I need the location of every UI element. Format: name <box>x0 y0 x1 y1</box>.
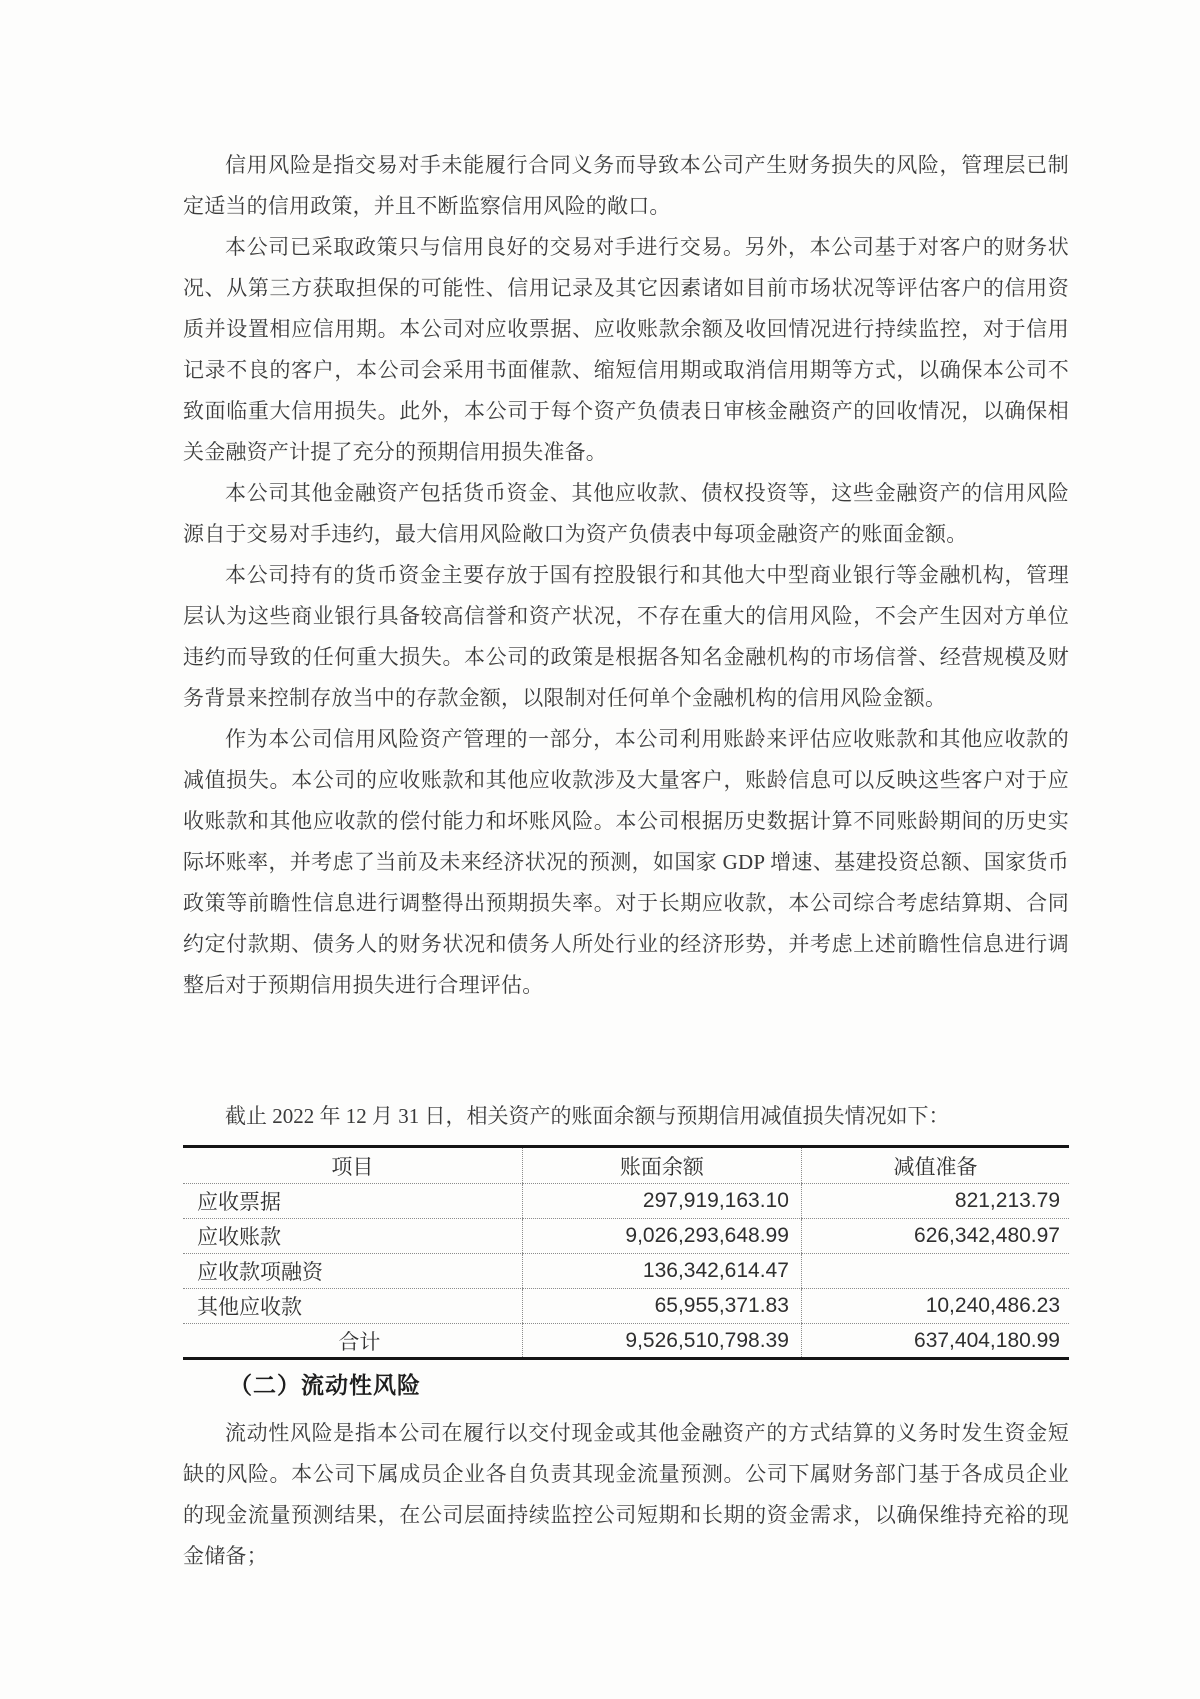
row-balance-value: 9,026,293,648.99 <box>522 1219 801 1254</box>
table-row-accounts-receivable <box>183 1219 1069 1254</box>
table-total-row <box>183 1324 1069 1359</box>
paragraph-bank-deposits: 本公司持有的货币资金主要存放于国有控股银行和其他大中型商业银行等金融机构，管理层认为这些商业银行具备较高信誉和资产状况，不存在重大的信用风险，不会产生因对方单位违约而导致的任何重大损失。本公司的政策是根据各知名金融机构的市场信誉、经营规模及财务背景来控制存放当中的存款金额，以限制对任何单个金融机构的信用风险金额。 <box>183 563 1069 710</box>
paragraph-liquidity-risk: 流动性风险是指本公司在履行以交付现金或其他金融资产的方式结算的义务时发生资金短缺的风险。本公司下属成员企业各自负责其现金流量预测。公司下属财务部门基于各成员企业的现金流量预测结果，在公司层面持续监控公司短期和长期的资金需求，以确保维持充裕的现金储备； <box>183 1421 1069 1568</box>
row-item-label: 应收账款 <box>183 1219 522 1254</box>
row-item-label: 应收票据 <box>183 1184 522 1219</box>
row-balance-value: 136,342,614.47 <box>522 1254 801 1289</box>
row-balance-value: 65,955,371.83 <box>522 1289 801 1324</box>
total-balance-value: 9,526,510,798.39 <box>522 1324 801 1359</box>
row-impairment-value: 10,240,486.23 <box>801 1289 1069 1324</box>
row-balance-value: 297,919,163.10 <box>522 1184 801 1219</box>
row-impairment-value: 626,342,480.97 <box>801 1219 1069 1254</box>
row-item-label: 其他应收款 <box>183 1289 522 1324</box>
total-impairment-value: 637,404,180.99 <box>801 1324 1069 1359</box>
paragraph-credit-risk-definition: 信用风险是指交易对手未能履行合同义务而导致本公司产生财务损失的风险，管理层已制定适当的信用政策，并且不断监察信用风险的敞口。 <box>183 153 1069 218</box>
table-row-notes-receivable <box>183 1184 1069 1219</box>
table-row-other-receivables <box>183 1289 1069 1324</box>
total-label: 合计 <box>338 1329 381 1354</box>
page-content <box>183 0 1069 1577</box>
header-item: 项目 <box>183 1147 522 1184</box>
header-book-balance: 账面余额 <box>522 1147 801 1184</box>
paragraph-credit-policy: 本公司已采取政策只与信用良好的交易对手进行交易。另外，本公司基于对客户的财务状况、从第三方获取担保的可能性、信用记录及其它因素诸如目前市场状况等评估客户的信用资质并设置相应信用期。本公司对应收票据、应收账款余额及收回情况进行持续监控，对于信用记录不良的客户，本公司会采用书面催款、缩短信用期或取消信用期等方式，以确保本公司不致面临重大信用损失。此外，本公司于每个资产负债表日审核金融资产的回收情况，以确保相关金融资产计提了充分的预期信用损失准备。 <box>183 235 1069 464</box>
row-item-label: 应收款项融资 <box>183 1254 522 1289</box>
table-row-receivables-financing <box>183 1254 1069 1289</box>
table-intro-line: 截止 2022 年 12 月 31 日，相关资产的账面余额与预期信用减值损失情况如下： <box>225 1104 950 1128</box>
section-heading-liquidity-risk: （二）流动性风险 <box>229 1372 421 1398</box>
row-impairment-value <box>801 1254 1069 1289</box>
paragraph-aging-analysis: 作为本公司信用风险资产管理的一部分，本公司利用账龄来评估应收账款和其他应收款的减值损失。本公司的应收账款和其他应收款涉及大量客户，账龄信息可以反映这些客户对于应收账款和其他应收款的偿付能力和坏账风险。本公司根据历史数据计算不同账龄期间的历史实际坏账率，并考虑了当前及未来经济状况的预测，如国家 GDP 增速、基建投资总额、国家货币政策等前瞻性信息进行调整得出预期损失率。对于长期应收款，本公司综合考虑结算期、合同约定付款期、债务人的财务状况和债务人所处行业的经济形势，并考虑上述前瞻性信息进行调整后对于预期信用损失进行合理评估。 <box>183 727 1069 997</box>
header-impairment-provision: 减值准备 <box>801 1147 1069 1184</box>
paragraph-other-financial-assets: 本公司其他金融资产包括货币资金、其他应收款、债权投资等，这些金融资产的信用风险源自于交易对手违约，最大信用风险敞口为资产负债表中每项金融资产的账面金额。 <box>183 481 1069 546</box>
impairment-table <box>183 1145 1069 1360</box>
row-impairment-value: 821,213.79 <box>801 1184 1069 1219</box>
table-header-row <box>183 1147 1069 1184</box>
